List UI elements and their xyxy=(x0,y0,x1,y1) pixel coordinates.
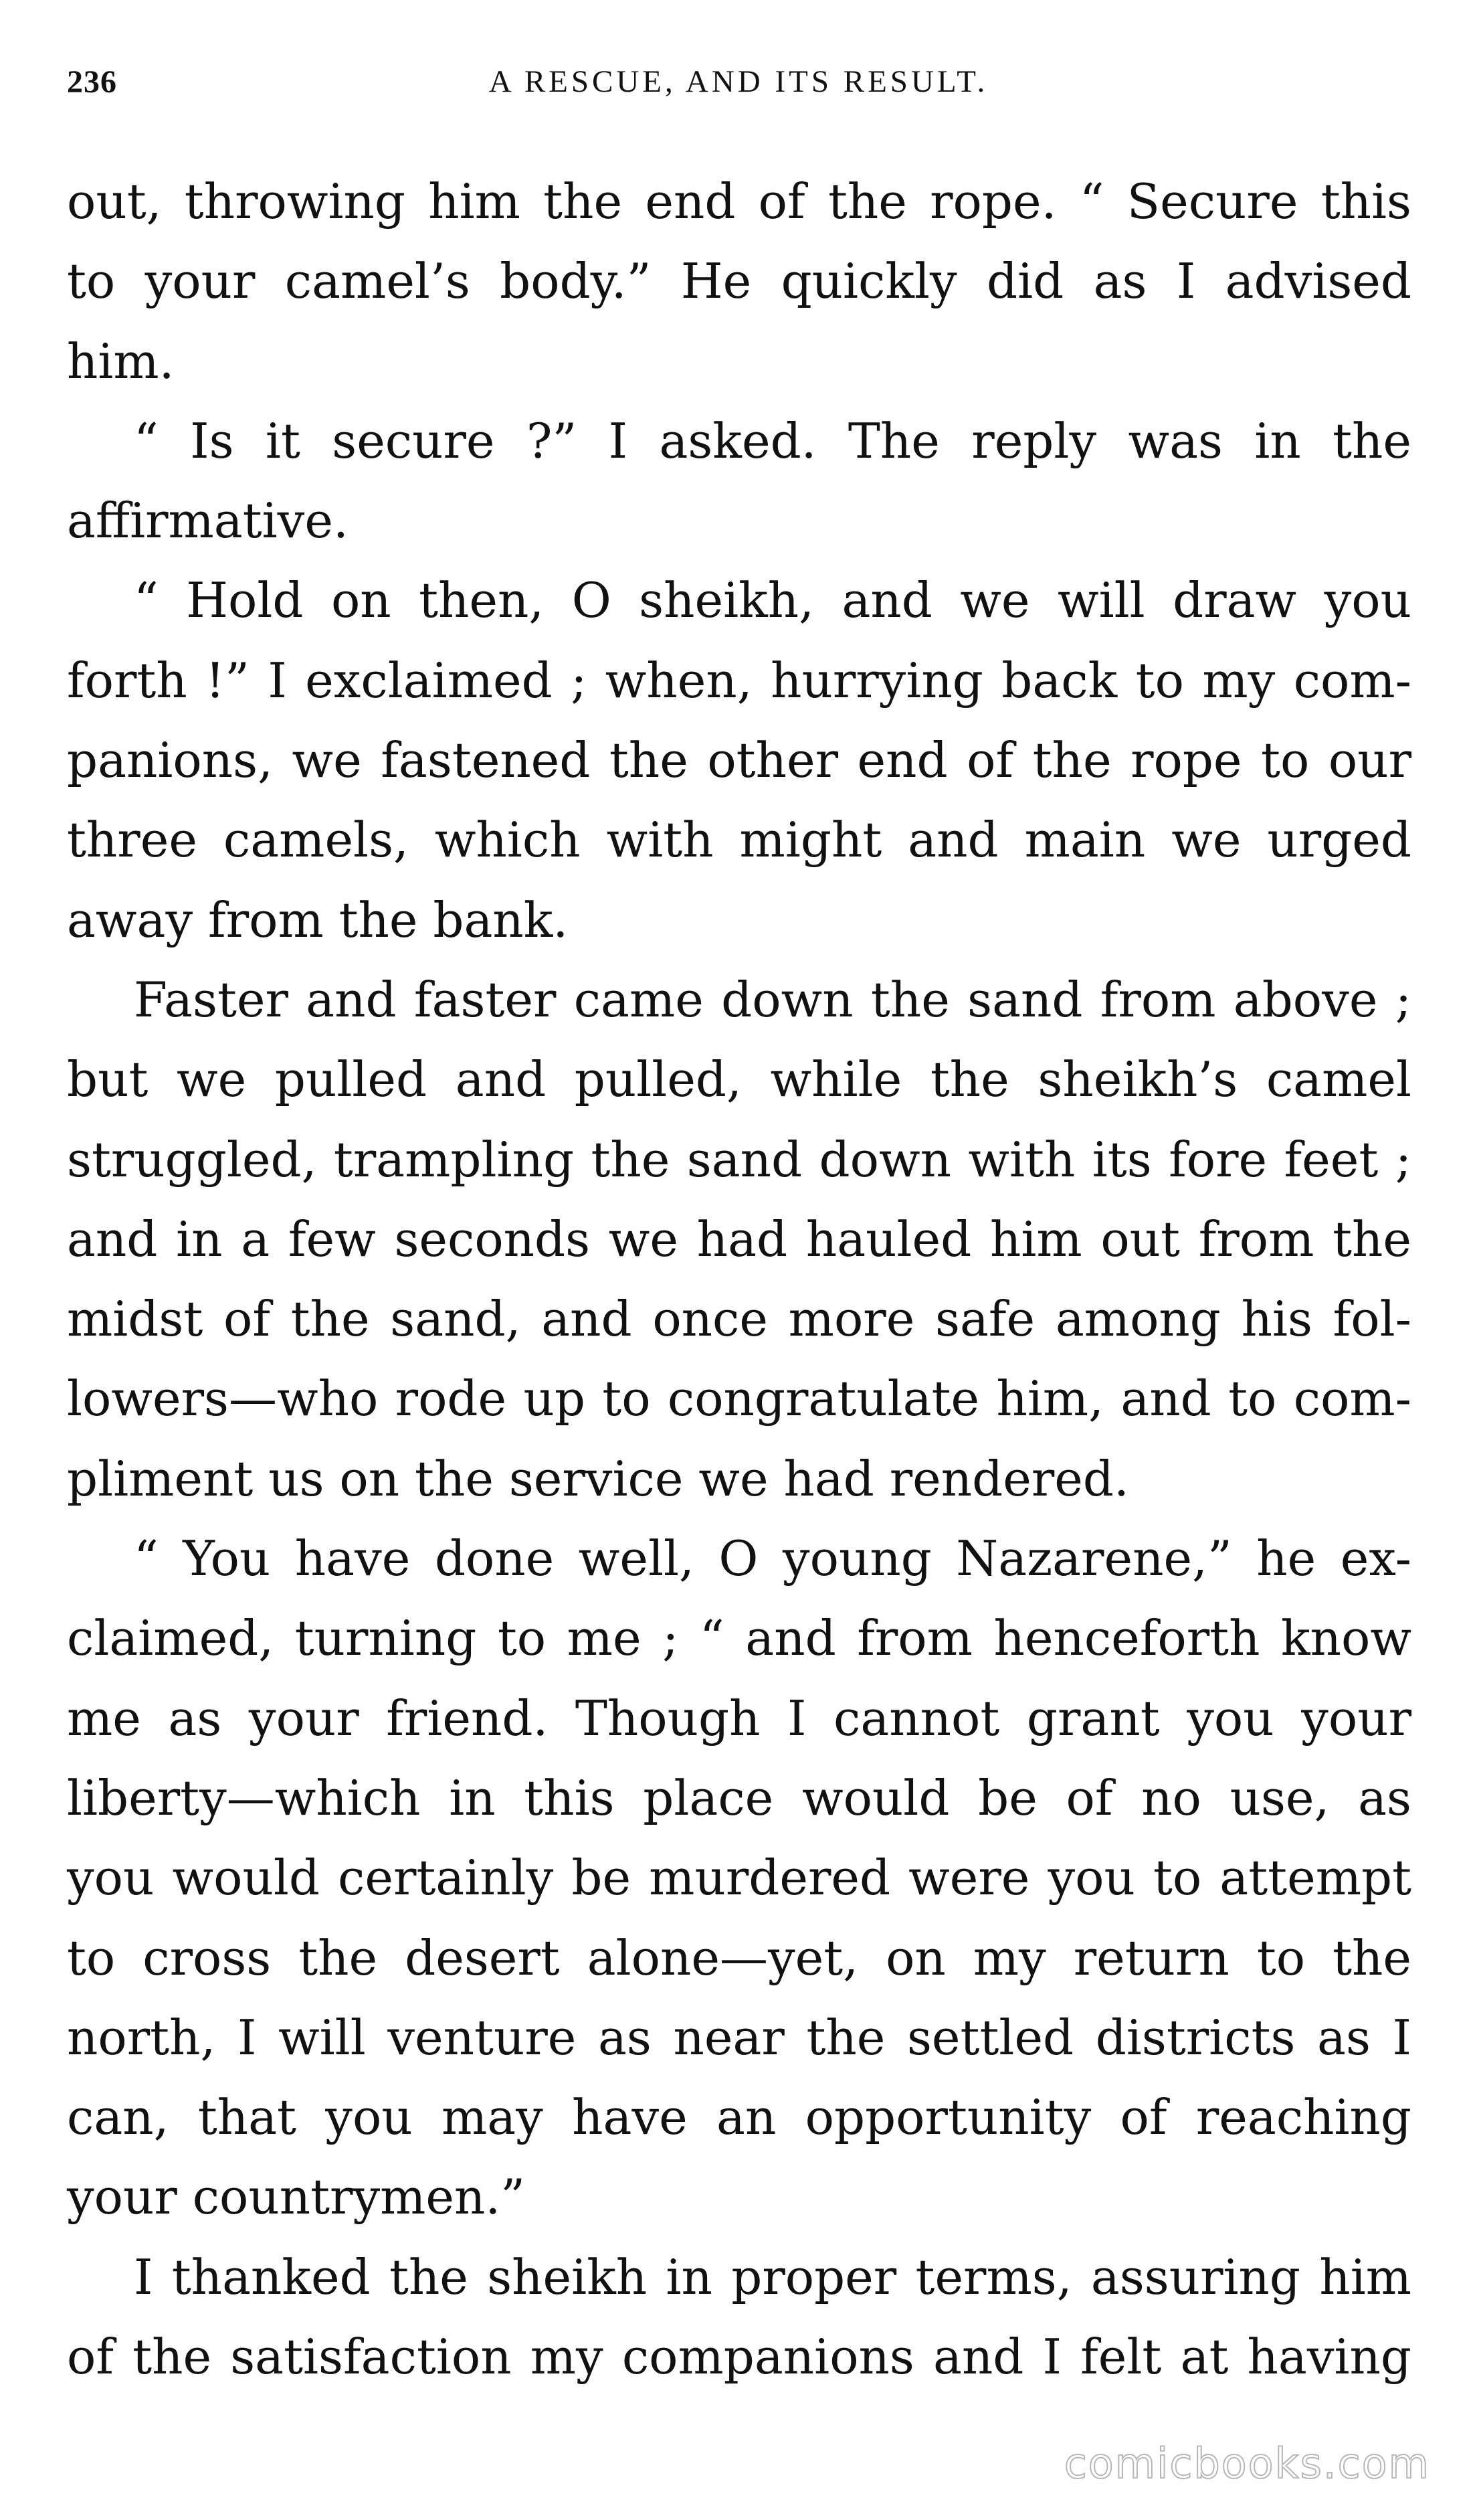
text-line: me as your friend. Though I cannot grant you your xyxy=(67,1690,1411,1746)
text-line: your countrymen.” xyxy=(67,2169,526,2226)
page-number: 236 xyxy=(67,64,117,100)
text-line: and in a few seconds we had hauled him out from the xyxy=(67,1210,1411,1267)
text-line: north, I will venture as near the settled districts as I xyxy=(67,2009,1411,2066)
text-line: but we pulled and pulled, while the sheikh’s camel xyxy=(67,1051,1411,1108)
text-line: liberty—which in this place would be of no use, as xyxy=(67,1769,1411,1826)
text-line: can, that you may have an opportunity of reaching xyxy=(67,2089,1411,2146)
text-line: midst of the sand, and once more safe among his fol- xyxy=(67,1291,1411,1348)
text-line: panions, we fastened the other end of the rope to our xyxy=(67,732,1411,789)
text-line: of the satisfaction my companions and I felt at having xyxy=(67,2329,1411,2386)
text-line: lowers—who rode up to congratulate him, and to com- xyxy=(67,1370,1411,1427)
page-header xyxy=(67,64,1410,110)
text-line: him. xyxy=(67,333,175,389)
running-head: A RESCUE, AND ITS RESULT. xyxy=(488,64,989,99)
text-line: “ Is it secure ?” I asked. The reply was in the xyxy=(134,412,1411,469)
text-line: claimed, turning to me ; “ and from henceforth know xyxy=(67,1610,1411,1667)
text-line: away from the bank. xyxy=(67,891,569,948)
text-line: affirmative. xyxy=(67,492,349,549)
text-line: three camels, which with might and main we urged xyxy=(67,812,1411,869)
text-line: to cross the desert alone—yet, on my return to the xyxy=(67,1929,1411,1986)
text-line: Faster and faster came down the sand from above ; xyxy=(134,971,1411,1028)
text-line: struggled, trampling the sand down with its fore feet ; xyxy=(67,1131,1411,1188)
text-line: “ You have done well, O young Nazarene,” he ex- xyxy=(134,1530,1411,1587)
body-text xyxy=(67,162,1411,2397)
text-line: to your camel’s body.” He quickly did as I advised xyxy=(67,253,1411,310)
text-line: forth !” I exclaimed ; when, hurrying back to my com- xyxy=(67,652,1411,709)
text-line: you would certainly be murdered were you to attempt xyxy=(67,1850,1411,1906)
text-line: pliment us on the service we had rendered. xyxy=(67,1450,1129,1507)
text-line: I thanked the sheikh in proper terms, assuring him xyxy=(134,2248,1411,2305)
text-line: out, throwing him the end of the rope. “ Secure this xyxy=(67,173,1411,230)
text-line: “ Hold on then, O sheikh, and we will draw you xyxy=(134,572,1411,629)
watermark: comicbooks.com xyxy=(1064,2439,1430,2488)
